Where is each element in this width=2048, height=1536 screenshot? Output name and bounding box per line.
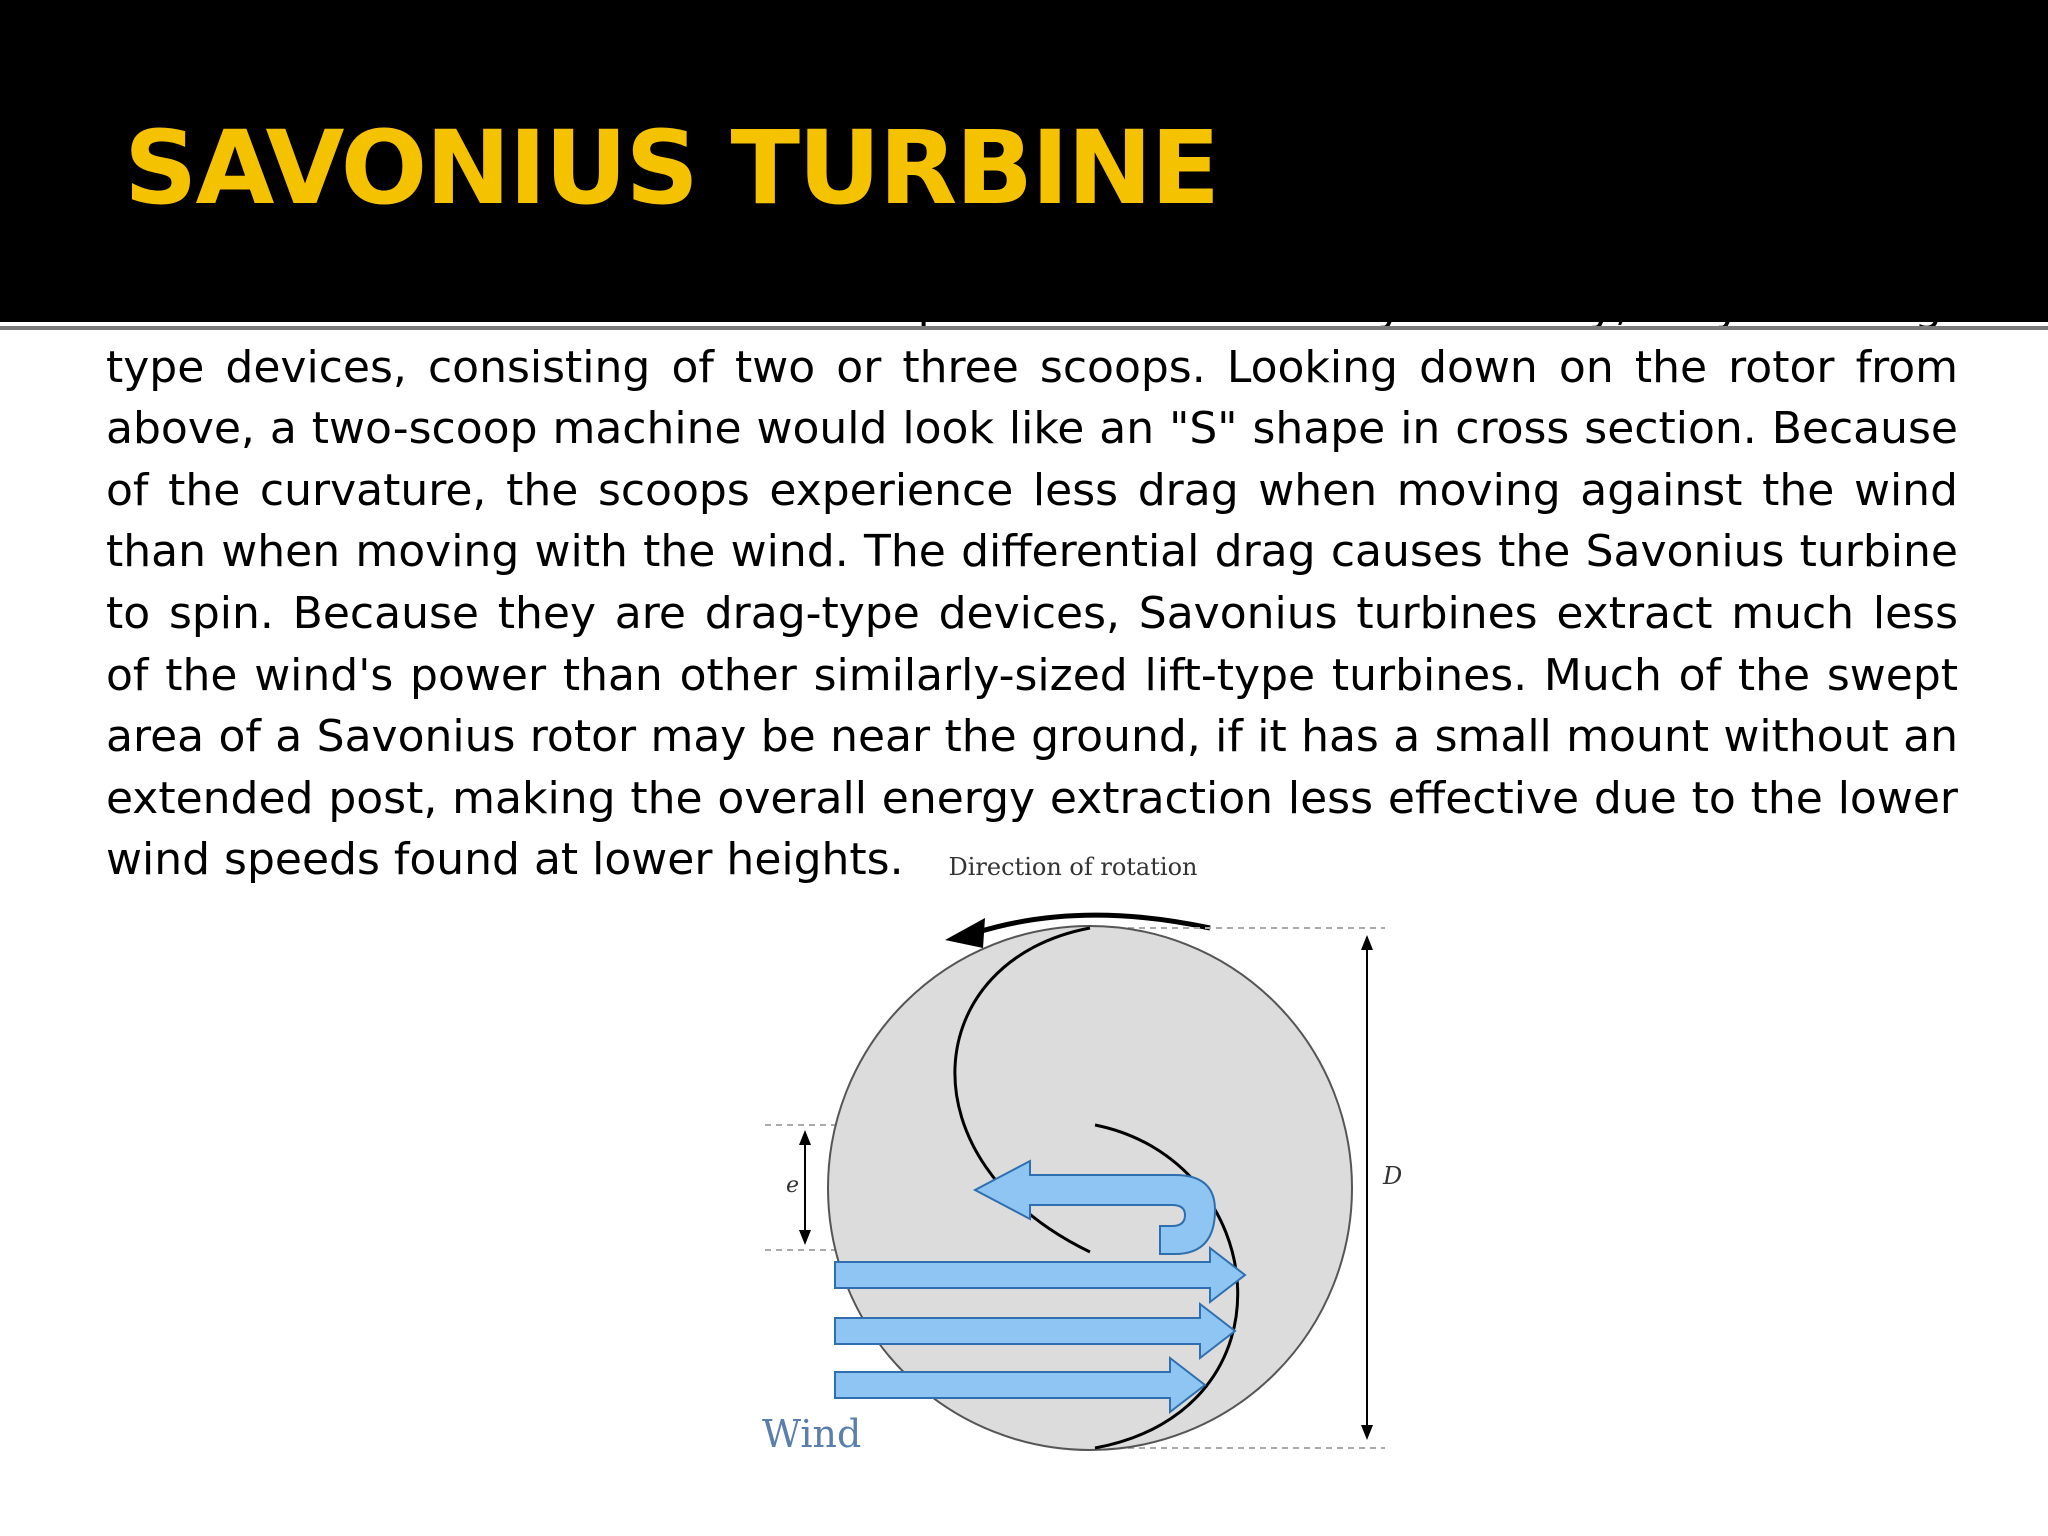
diameter-dimension (1361, 935, 1373, 1440)
wind-label: Wind (762, 1412, 862, 1456)
overlap-label: e (786, 1173, 800, 1198)
body-paragraph: type devices, consisting of two or three scoops. Looking down on the rotor from above, a two-scoop machine would look like an "S" shape in cross section. Because of the curvature, the scoops experience less drag when moving against the wind than when moving with the wind. The differential drag causes the Savonius turbine to spin. Because they are drag-type devices, Savonius turbines extract much less of the wind's power than other similarly-sized lift-type turbines. Much of the swept area of a Savonius rotor may be near the ground, if it has a small mount without an extended post, making the overall energy extraction less effective due to the lower wind speeds found at lower heights. (106, 341, 1958, 886)
overlap-dimension (799, 1130, 811, 1245)
wind-arrows (835, 1248, 1245, 1412)
title-bar (0, 0, 2048, 322)
rotation-label: Direction of rotation (948, 853, 1198, 881)
savonius-diagram (740, 845, 1460, 1465)
slide-title: SAVONIUS TURBINE (124, 109, 1219, 228)
title-divider (0, 326, 2048, 330)
diameter-label: D (1383, 1162, 1403, 1190)
